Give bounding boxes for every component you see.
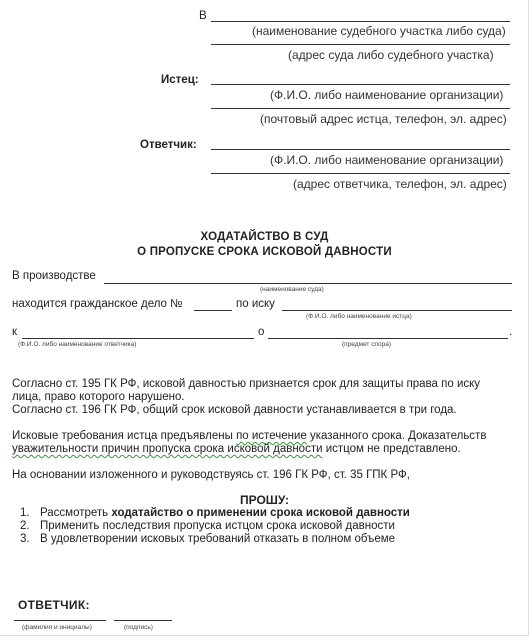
form-period: . (509, 326, 513, 338)
court-name-field-hint: (наименование суда) (260, 286, 324, 293)
signature-sign-hint: (подпись) (124, 624, 153, 631)
signature-label: ОТВЕТЧИК: (18, 598, 90, 612)
request-item-3 (20, 533, 395, 546)
dispute-subject-hint: (предмет спора) (342, 341, 391, 348)
signature-sign-line[interactable] (114, 620, 172, 621)
plaintiff-label: Истец: (161, 74, 199, 86)
request-heading: ПРОШУ: (239, 493, 290, 507)
defendant-address-hint: (адрес ответчика, телефон, эл. адрес) (293, 177, 507, 191)
dispute-subject-field[interactable] (268, 338, 508, 339)
request-item-2 (20, 520, 395, 533)
to-court-prefix: В (199, 10, 207, 22)
paragraph-1-line-3: Согласно ст. 196 ГК РФ, общий срок исковой давности устанавливается в три года. (12, 404, 457, 416)
paragraph-2-part-a: Исковые требования истца предъявлены (12, 430, 233, 442)
plaintiff-address-hint: (почтовый адрес истца, телефон, эл. адрес) (260, 112, 507, 126)
request-item-1-number: 1. (20, 507, 30, 519)
document-title-line1: ХОДАТАЙСТВО В СУД (200, 231, 329, 243)
in-proceedings-label: В производстве (12, 270, 96, 282)
court-address-line[interactable] (211, 44, 510, 45)
defendant-address-line[interactable] (211, 173, 510, 174)
request-item-1-bold: ходатайство о применении срока исковой давности (111, 507, 410, 519)
claimant-field-hint: (Ф.И.О. либо наименование истца) (306, 313, 412, 320)
court-name-line[interactable] (211, 21, 510, 22)
request-item-2-text: Применить последствия пропуска истцом срока исковой давности (40, 520, 395, 532)
paragraph-2-flagged-phrase: уважительности причин пропуска срока исковой давности (12, 443, 323, 455)
court-name-hint: (наименование судебного участка либо суда) (252, 24, 506, 38)
about-label: о (258, 326, 265, 338)
paragraph-2-flagged-text: по истечение (236, 430, 307, 442)
paragraph-2-line-1 (12, 430, 486, 443)
document-title-line2: О ПРОПУСКЕ СРОКА ИСКОВОЙ ДАВНОСТИ (137, 246, 392, 258)
respondent-field[interactable] (22, 338, 254, 339)
plaintiff-name-hint: (Ф.И.О. либо наименование организации) (270, 88, 504, 102)
paragraph-2-part-d: истцом не представлено. (325, 443, 461, 455)
court-name-field[interactable] (104, 283, 512, 284)
request-item-3-number: 3. (20, 533, 30, 545)
paragraph-2-line-2 (12, 443, 461, 456)
paragraph-1-line-2: лица, право которого нарушено. (12, 391, 185, 403)
claim-label: по иску (236, 298, 275, 310)
request-item-2-number: 2. (20, 520, 30, 532)
signature-name-hint: (фамилия и инициалы) (22, 624, 92, 631)
paragraph-1-line-1: Согласно ст. 195 ГК РФ, исковой давностью признается срок для защиты права по иску (12, 378, 481, 390)
plaintiff-address-line[interactable] (211, 108, 510, 109)
signature-name-line[interactable] (14, 620, 106, 621)
defendant-name-line[interactable] (211, 149, 510, 150)
against-label: к (12, 326, 18, 338)
respondent-field-hint: (Ф.И.О. либо наименование ответчика) (18, 341, 137, 348)
request-item-3-text: В удовлетворении исковых требований отказать в полном объеме (40, 533, 396, 545)
request-item-1-text: Рассмотреть (40, 507, 112, 519)
defendant-label: Ответчик: (140, 139, 197, 151)
defendant-name-hint: (Ф.И.О. либо наименование организации) (270, 153, 504, 167)
case-number-label: находится гражданское дело № (12, 298, 183, 310)
paragraph-3: На основании изложенного и руководствуясь ст. 196 ГК РФ, ст. 35 ГПК РФ, (12, 469, 410, 481)
court-address-hint: (адрес суда либо судебного участка) (288, 48, 494, 62)
paragraph-2-part-c: указанного срока. Доказательств (309, 430, 487, 442)
request-item-1 (20, 507, 410, 520)
plaintiff-name-line[interactable] (211, 84, 510, 85)
case-number-field[interactable] (194, 310, 232, 311)
claimant-field[interactable] (282, 310, 512, 311)
